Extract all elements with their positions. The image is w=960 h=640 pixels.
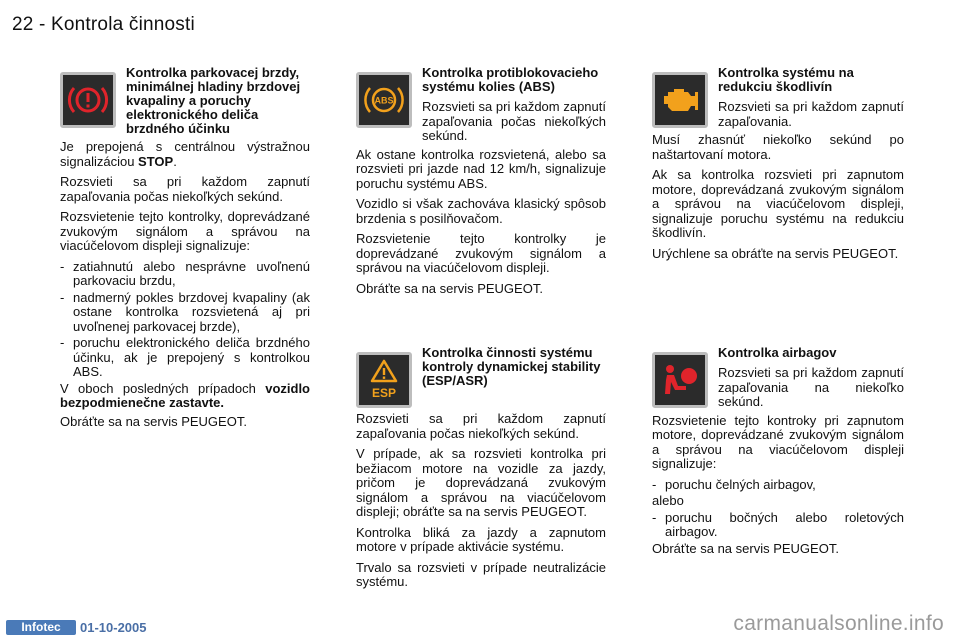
list-item: - poruchu bočných alebo roletových airbagov. (652, 511, 904, 540)
paragraph: Rozsvieti sa pri každom zapnutí zapaľovania počas niekoľkých sekúnd. (60, 174, 310, 204)
svg-text:ABS: ABS (374, 95, 394, 106)
section-description: Rozsvieti sa pri každom zapnutí zapaľovania. (718, 99, 904, 129)
condition-list (652, 511, 904, 540)
paragraph: Rozsvietenie tejto kontroky pri zapnutom motore, doprevádzané zvukovým signálom a správou na viacúčelovom displeji signalizuje: (652, 412, 904, 471)
paragraph: Obráťte sa na servis PEUGEOT. (356, 280, 543, 296)
engine-warning-icon (652, 72, 708, 128)
airbag-warning-icon (652, 352, 708, 408)
infotec-logo: Infotec (6, 620, 76, 635)
section-header (356, 346, 606, 408)
paragraph: alebo (652, 493, 684, 508)
condition-list (652, 478, 904, 493)
watermark: carmanualsonline.info (733, 612, 944, 635)
paragraph: Rozsvietenie tejto kontrolky je doprevádzané zvukovým signálom a správou na viacúčelovom displeji. (356, 231, 606, 275)
list-item: - zatiahnutú alebo nesprávne uvoľnenú parkovaciu brzdu, (60, 260, 310, 289)
section-esp (356, 346, 606, 596)
section-title: Kontrolka systému na redukciu škodlivín (718, 65, 854, 94)
abs-warning-icon (356, 72, 412, 128)
paragraph: Je prepojená s centrálnou výstražnou signalizáciou STOP. (60, 139, 310, 169)
page-title: 22 - Kontrola činnosti (12, 14, 195, 35)
footer-date: 01-10-2005 (80, 620, 147, 635)
paragraph: Kontrolka bliká za jazdy a zapnutom motore v prípade aktivácie systému. (356, 524, 606, 554)
paragraph: Vozidlo si však zachováva klasický spôsob brzdenia s posilňovačom. (356, 196, 606, 226)
paragraph: Musí zhasnúť niekoľko sekúnd po naštartovaní motora. (652, 132, 904, 162)
svg-text:ESP: ESP (371, 386, 397, 400)
section-abs (356, 66, 606, 302)
paragraph: V prípade, ak sa rozsvieti kontrolka pri bežiacom motore na vozidle za jazdy, pričom je doprevádzaná zvukovým signálom a správou na viacúčelovom displeji; obráťte sa na servis PEUGEOT. (356, 446, 606, 519)
section-title: Kontrolka airbagov (718, 345, 837, 360)
parking-brake-warning-icon (60, 72, 116, 128)
paragraph: Urýchlene sa obráťte na servis PEUGEOT. (652, 245, 899, 261)
section-parking-brake (60, 66, 310, 435)
paragraph: Rozsvieti sa pri každom zapnutí zapaľovania počas niekoľkých sekúnd. (356, 411, 606, 441)
paragraph: Obráťte sa na servis PEUGEOT. (652, 540, 839, 556)
list-item: - nadmerný pokles brzdovej kvapaliny (ak ostane kontrolka rozsvietená aj pri uvoľnenej parkovacej brzde), (60, 291, 310, 335)
section-title: Kontrolka parkovacej brzdy, minimálnej hladiny brzdovej kvapaliny a poruchy elektronického deliča brzdného účinku (126, 65, 301, 136)
paragraph: Rozsvietenie tejto kontrolky, doprevádzané zvukovým signálom a správou na viacúčelovom displeji signalizuje: (60, 209, 310, 253)
section-title: Kontrolka činnosti systému kontroly dynamickej stability (ESP/ASR) (422, 345, 601, 388)
section-emission (652, 66, 904, 267)
paragraph: Trvalo sa rozsvieti v prípade neutralizácie systému. (356, 559, 606, 589)
section-description: Rozsvieti sa pri každom zapnutí zapaľovania počas niekoľkých sekúnd. (422, 99, 606, 143)
section-header (652, 346, 904, 410)
paragraph: Obráťte sa na servis PEUGEOT. (60, 413, 247, 429)
esp-warning-icon (356, 352, 412, 408)
section-header (356, 66, 606, 144)
condition-list (60, 260, 310, 380)
paragraph: Ak sa kontrolka rozsvieti pri zapnutom motore, doprevádzaná zvukovým signálom a správou na viacúčelovom displeji, signalizuje poruchu systému na redukciu škodlivín. (652, 167, 904, 240)
paragraph: V oboch posledných prípadoch vozidlo bezpodmienečne zastavte. (60, 380, 310, 410)
section-header (652, 66, 904, 129)
section-airbag (652, 346, 904, 562)
section-title: Kontrolka protiblokovacieho systému kolies (ABS) (422, 65, 599, 94)
list-item: - poruchu elektronického deliča brzdného účinku, ak je prepojený s kontrolkou ABS. (60, 336, 310, 380)
list-item: - poruchu čelných airbagov, (652, 478, 904, 493)
section-header (60, 66, 310, 136)
section-description: Rozsvieti sa pri každom zapnutí zapaľovania na niekoľko sekúnd. (718, 365, 904, 409)
paragraph: Ak ostane kontrolka rozsvietená, alebo sa rozsvieti pri jazde nad 12 km/h, signalizuje poruchu systému ABS. (356, 146, 606, 191)
